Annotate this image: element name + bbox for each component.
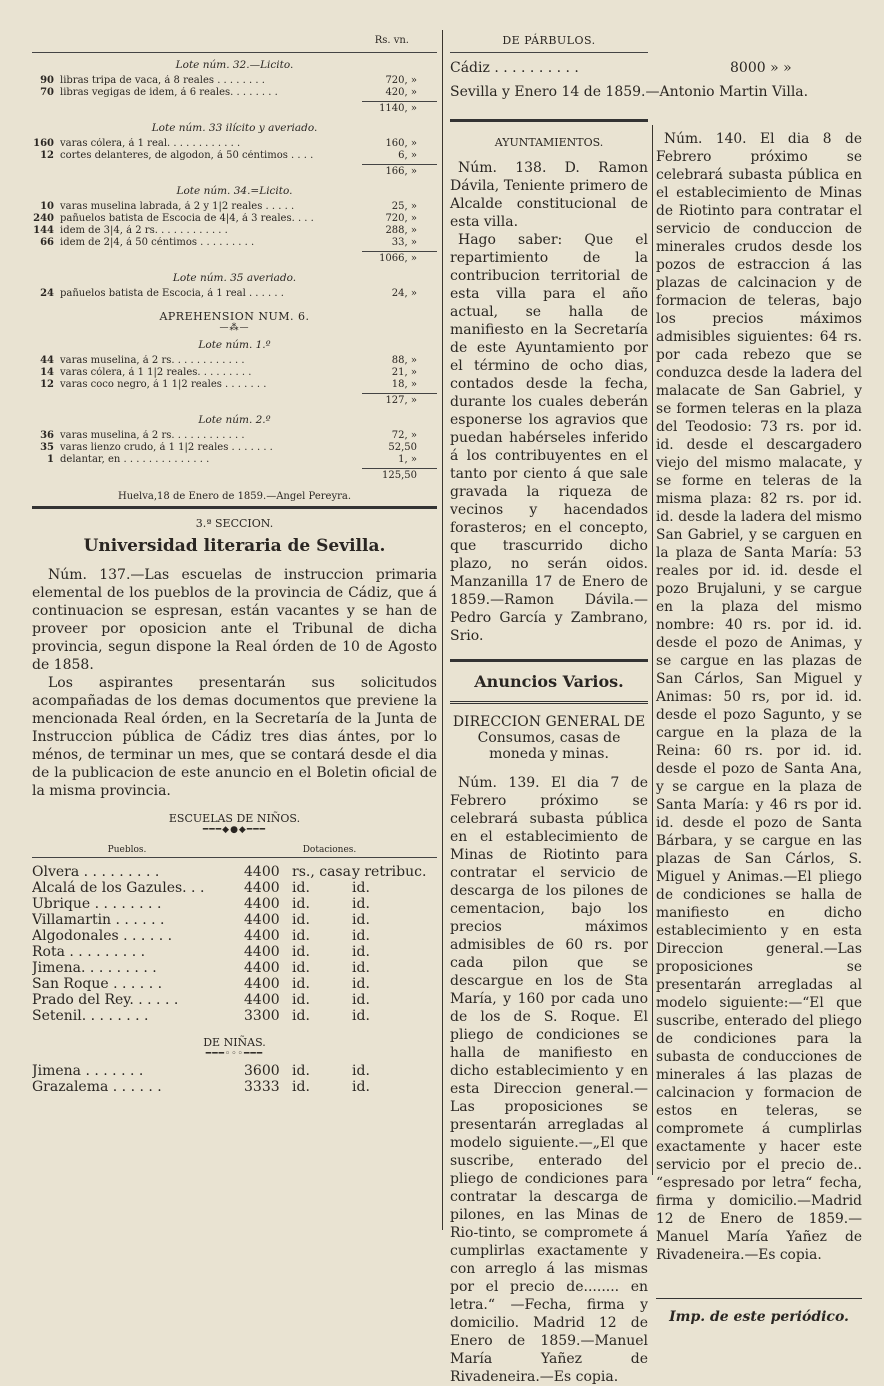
aprehension-title: APREHENSION NUM. 6. <box>159 310 310 323</box>
lote-qty: 12 <box>40 379 54 390</box>
paragraph-140: Núm. 140. El dia 8 de Febrero próximo se celebrará subasta pública en el establecimiento de Minas de Riotinto para contratar el servicio de conduccion de minerales crudos desde los pozos de estraccion á las plazas de calcinacion y de formacion de teleras, bajo los precios máximos admisibles siguientes: 64 rs. por cada rebezo que se conduzca desde la ladera del malacate de San Gabriel, y se formen teleras en la plaza del Teodosio: 73 rs. por id. id. desde el descargadero viejo del mismo malacate, y se forme en teleras de la misma plaza: 82 rs. por id. id. desde la ladera del mismo San Gabriel, y se carguen en la plaza de Santa María: 53 reales por id. id. desde el pozo Brujaluni, y se cargue en la plaza del mismo nombre: 40 rs. por id. id. desde el pozo de Animas, y se cargue en las plazas de San Cárlos, San Miguel y Animas: 50 rs, por id. id. desde el pozo Sagunto, y se cargue en la plaza de la Reina: 60 rs. por id. id. desde el pozo de Santa Ana, y se cargue en la plaza de Santa María: y 46 rs por id. id. desde el pozo de Santa Bárbara, y se cargue en las plazas de San Cárlos, S. Miguel y Animas.—El pliego de condiciones se halla de manifiesto en dicho establecimiento y en esta Direccion general.—Las proposiciones se presentarán arregladas al modelo siguiente:—“El que suscribe, enterado del pliego de condiciones para la subasta de conducciones de minerales á las plazas de calcinacion y formacion de estos en teleras, se compromete á cumplirlas exactamente y hacer este servicio por el precio de.. “espresado por letra“ fecha, firma y domicilio.—Madrid 12 de Enero de 1859.—Manuel María Yañez de Rivadeneira.—Es copia. <box>656 131 862 1263</box>
paragraph-137: Núm. 137.—Las escuelas de instruccion primaria elemental de los pueblos de la provincia de Cádiz, que á continuacion se espresan, están vacantes y se han de proveer por oposicion ante el Tribunal de dicha provincia, segun dispone la Real órden de 10 de Agosto de 1858. <box>32 567 437 673</box>
lote-desc: varas muselina labrada, á 2 y 1|2 reales . . . . . <box>60 201 295 212</box>
dotacion-amount: 4400 <box>244 880 280 896</box>
table-header <box>32 843 437 858</box>
table-row <box>32 880 437 896</box>
dotacion-retrib: id. <box>352 1079 370 1095</box>
dotacion-retrib: id. <box>352 976 370 992</box>
column-divider-left <box>442 30 443 1230</box>
lote-amount: 720, » <box>385 75 417 86</box>
lote-title: Lote núm. 33 ilícito y averiado. <box>151 122 318 134</box>
lote-row <box>32 150 437 162</box>
th-pueblos: Pueblos. <box>107 845 147 855</box>
column-divider-right <box>652 125 653 1175</box>
lote-qty: 240 <box>33 213 54 224</box>
lote-desc: pañuelos batista de Escocia, á 1 real . . . . . . <box>60 288 284 299</box>
table-row <box>32 912 437 928</box>
dotacion-retrib: id. <box>352 944 370 960</box>
dotacion-extra: id. <box>292 1063 310 1079</box>
lote-amount: 52,50 <box>388 442 417 453</box>
lote-row <box>32 201 437 213</box>
lote-desc: varas cólera, á 1 real. . . . . . . . . . . . <box>60 138 241 149</box>
table-row <box>32 896 437 912</box>
lote-row <box>32 442 437 454</box>
ornament-divider: ━━━◆●◆━━━ <box>202 825 267 835</box>
town-name: Jimena. . . . . . . . . <box>32 960 157 976</box>
lote-desc: delantar, en . . . . . . . . . . . . . . <box>60 454 210 465</box>
section-heading: 3.ª SECCION. <box>195 517 274 530</box>
town-name: Setenil. . . . . . . . <box>32 1008 149 1024</box>
lote-qty: 160 <box>33 138 54 149</box>
lote-row <box>32 355 437 367</box>
lote-desc: idem de 2|4, á 50 céntimos . . . . . . . . . <box>60 237 255 248</box>
anuncios-heading: Anuncios Varios. <box>474 672 624 691</box>
lote-row <box>32 138 437 150</box>
dotacion-retrib: id. <box>352 912 370 928</box>
dotacion-retrib: id. <box>352 1008 370 1024</box>
dotacion-extra: id. <box>292 976 310 992</box>
lote-qty: 24 <box>40 288 54 299</box>
lote-amount: 18, » <box>391 379 417 390</box>
lote-title: Lote núm. 35 averiado. <box>172 272 297 284</box>
cadiz-label: Cádiz . . . . . . . . . . <box>450 60 579 76</box>
lote-amount: 25, » <box>391 201 417 212</box>
lote-amount: 420, » <box>385 87 417 98</box>
dotacion-retrib: id. <box>352 880 370 896</box>
ornament-divider: ━━━◦◦◦━━━ <box>205 1049 264 1059</box>
direccion-heading: DIRECCION GENERAL DE Consumos, casas de moneda y minas. <box>452 714 646 762</box>
town-name: Grazalema . . . . . . <box>32 1079 162 1095</box>
lote-amount: 72, » <box>391 430 417 441</box>
lote-amount: 88, » <box>391 355 417 366</box>
dotacion-extra: id. <box>292 992 310 1008</box>
ninas-table <box>32 1063 437 1095</box>
parvulos-header: DE PÁRBULOS. <box>450 30 648 53</box>
section-rule <box>32 506 437 509</box>
lote-amount: 288, » <box>385 225 417 236</box>
town-name: Prado del Rey. . . . . . <box>32 992 179 1008</box>
lote-qty: 66 <box>40 237 54 248</box>
dotacion-amount: 3600 <box>244 1063 280 1079</box>
lote-amount: 1, » <box>398 454 417 465</box>
town-name: Villamartin . . . . . . <box>32 912 165 928</box>
lote-desc: varas cólera, á 1 1|2 reales. . . . . . . . . <box>60 367 252 378</box>
lote-desc: idem de 3|4, á 2 rs. . . . . . . . . . . . <box>60 225 228 236</box>
town-name: Jimena . . . . . . . <box>32 1063 144 1079</box>
lote-row <box>32 213 437 225</box>
lote-total: 1140, » <box>362 101 437 116</box>
ninos-table <box>32 864 437 1024</box>
section-rule <box>450 119 648 122</box>
lote-desc: varas muselina, á 2 rs. . . . . . . . . . . . <box>60 355 245 366</box>
lotes-list-2 <box>32 339 437 483</box>
dotacion-amount: 4400 <box>244 864 280 880</box>
dotacion-retrib: y retribuc. <box>352 864 427 880</box>
dotacion-extra: id. <box>292 944 310 960</box>
paragraph-138: Núm. 138. D. Ramon Dávila, Teniente primero de Alcalde constitucional de esta villa. <box>450 160 648 230</box>
dotacion-extra: id. <box>292 896 310 912</box>
lotes-list <box>32 59 437 300</box>
lote-total: 1066, » <box>362 251 437 266</box>
paragraph-137b: Los aspirantes presentarán sus solicitudos acompañadas de los demas documentos que previene la mencionada Real órden, en la Secretaría de la Junta de Instruccion pública de Cádiz tres dias ántes, por lo ménos, de terminar un mes, que se contará desde el dia de la publicacion de este anuncio en el Boletin oficial de la misma provincia. <box>32 675 437 799</box>
table-row <box>32 1079 437 1095</box>
paragraph-139: Núm. 139. El dia 7 de Febrero próximo se celebrará subasta pública en el establecimiento de Minas de Riotinto para contratar el servicio de descarga de los pilones de cementacion, bajo los precios máximos admisibles de 60 rs. por cada pilon que se descargue en los de Sta María, y 160 por cada uno de los de S. Roque. El pliego de condiciones se halla de manifiesto en dicho establecimiento y en esta Direccion general.—Las proposiciones se presentarán arregladas al modelo siguiente.—„El que suscribe, enterado del pliego de condiciones para contratar la descarga de pilones, en las Minas de Rio-tinto, se compromete á cumplirlas exactamente y con arreglo á las mismas por el precio de........ en letra.“ —Fecha, firma y domicilio. Madrid 12 de Enero de 1859.—Manuel María Yañez de Rivadeneira.—Es copia. <box>450 775 648 1385</box>
lote-title: Lote núm. 32.—Licito. <box>175 59 294 71</box>
lote-desc: libras vegigas de idem, á 6 reales. . . . . . . . <box>60 87 278 98</box>
dotacion-amount: 4400 <box>244 896 280 912</box>
cadiz-row <box>450 53 850 83</box>
lote-qty: 90 <box>40 75 54 86</box>
ninas-heading: DE NIÑAS. <box>203 1036 266 1049</box>
town-name: Rota . . . . . . . . . <box>32 944 146 960</box>
town-name: Alcalá de los Gazules. . . <box>32 880 205 896</box>
dotacion-amount: 4400 <box>244 992 280 1008</box>
rs-header: Rs. vn. <box>32 30 437 53</box>
lote-row <box>32 288 437 300</box>
lote-row <box>32 430 437 442</box>
lote-row <box>32 237 437 249</box>
lote-row <box>32 454 437 466</box>
lote-qty: 44 <box>40 355 54 366</box>
lote-row <box>32 379 437 391</box>
lote-qty: 12 <box>40 150 54 161</box>
dotacion-retrib: id. <box>352 992 370 1008</box>
table-row <box>32 976 437 992</box>
lote-amount: 6, » <box>398 150 417 161</box>
dotacion-retrib: id. <box>352 1063 370 1079</box>
dotacion-extra: id. <box>292 1008 310 1024</box>
table-row <box>32 992 437 1008</box>
lote-total: 166, » <box>362 164 437 179</box>
dotacion-amount: 3300 <box>244 1008 280 1024</box>
dotacion-extra: id. <box>292 912 310 928</box>
th-dotaciones: Dotaciones. <box>302 845 357 855</box>
imprenta-line: Imp. de este periódico. <box>669 1309 849 1325</box>
lote-title: Lote núm. 34.=Licito. <box>176 185 293 197</box>
dotacion-extra: rs., casa <box>292 864 351 880</box>
dotacion-amount: 4400 <box>244 944 280 960</box>
town-name: Ubrique . . . . . . . . <box>32 896 162 912</box>
dotacion-extra: id. <box>292 880 310 896</box>
lote-qty: 144 <box>33 225 54 236</box>
lote-amount: 33, » <box>391 237 417 248</box>
dotacion-extra: id. <box>292 960 310 976</box>
dotacion-extra: id. <box>292 1079 310 1095</box>
lote-title: Lote núm. 2.º <box>198 414 271 426</box>
section-rule <box>450 701 648 704</box>
paragraph-138b: Hago saber: Que el repartimiento de la contribucion territorial de esta villa para el año actual, se halla de manifiesto en la Secretaría de este Ayuntamiento por el término de ocho dias, contados desde la fecha, durante los cuales deberán esponerse los agravios que puedan habérseles inferido á los contribuyentes en el tanto por ciento á que sale gravada la riqueza de vecinos y hacendados forasteros; en el concepto, que trascurrido dicho plazo, no serán oidos. Manzanilla 17 de Enero de 1859.—Ramon Dávila.—Pedro García y Zambrano, Srio. <box>450 232 648 644</box>
dotacion-amount: 3333 <box>244 1079 280 1095</box>
ornament-divider: —⁂— <box>219 323 250 333</box>
lote-desc: pañuelos batista de Escocia de 4|4, á 3 reales. . . . <box>60 213 314 224</box>
dotacion-amount: 4400 <box>244 960 280 976</box>
table-row <box>32 928 437 944</box>
lote-qty: 14 <box>40 367 54 378</box>
section-rule <box>450 659 648 662</box>
ayuntamientos-heading: AYUNTAMIENTOS. <box>494 136 604 149</box>
dotacion-extra: id. <box>292 928 310 944</box>
lote-row <box>32 87 437 99</box>
lote-total: 127, » <box>362 393 437 408</box>
lote-qty: 1 <box>47 454 54 465</box>
column-right <box>656 130 862 1325</box>
lote-desc: varas muselina, á 2 rs. . . . . . . . . . . . <box>60 430 245 441</box>
dotacion-amount: 4400 <box>244 928 280 944</box>
university-title: Universidad literaria de Sevilla. <box>83 536 386 556</box>
dotacion-retrib: id. <box>352 960 370 976</box>
lote-desc: varas lienzo crudo, á 1 1|2 reales . . . . . . . <box>60 442 273 453</box>
table-row <box>32 1008 437 1024</box>
lote-amount: 21, » <box>391 367 417 378</box>
sevilla-signature: Sevilla y Enero 14 de 1859.—Antonio Martin Villa. <box>450 84 809 100</box>
column-left <box>32 30 437 1095</box>
section-rule <box>656 1298 862 1299</box>
signature-huelva: Huelva,18 de Enero de 1859.—Angel Pereyra. <box>117 491 352 502</box>
lote-amount: 720, » <box>385 213 417 224</box>
lote-desc: libras tripa de vaca, á 8 reales . . . . . . . . <box>60 75 265 86</box>
lote-desc: varas coco negro, á 1 1|2 reales . . . . . . . <box>60 379 267 390</box>
lote-row <box>32 75 437 87</box>
table-row <box>32 864 437 880</box>
lote-amount: 24, » <box>391 288 417 299</box>
cadiz-amount: 8000 » » <box>730 60 792 76</box>
dotacion-retrib: id. <box>352 928 370 944</box>
lote-desc: cortes delanteres, de algodon, á 50 céntimos . . . . <box>60 150 314 161</box>
town-name: Algodonales . . . . . . <box>32 928 173 944</box>
dotacion-retrib: id. <box>352 896 370 912</box>
lote-qty: 10 <box>40 201 54 212</box>
table-row <box>32 944 437 960</box>
escuelas-ninos-heading: ESCUELAS DE NIÑOS. <box>168 812 301 825</box>
dotacion-amount: 4400 <box>244 976 280 992</box>
town-name: Olvera . . . . . . . . . <box>32 864 160 880</box>
lote-qty: 70 <box>40 87 54 98</box>
lote-amount: 160, » <box>385 138 417 149</box>
lote-row <box>32 367 437 379</box>
dotacion-amount: 4400 <box>244 912 280 928</box>
table-row <box>32 1063 437 1079</box>
lote-row <box>32 225 437 237</box>
lote-title: Lote núm. 1.º <box>198 339 271 351</box>
town-name: San Roque . . . . . . <box>32 976 163 992</box>
table-row <box>32 960 437 976</box>
lote-qty: 36 <box>40 430 54 441</box>
lote-total: 125,50 <box>362 468 437 483</box>
lote-qty: 35 <box>40 442 54 453</box>
